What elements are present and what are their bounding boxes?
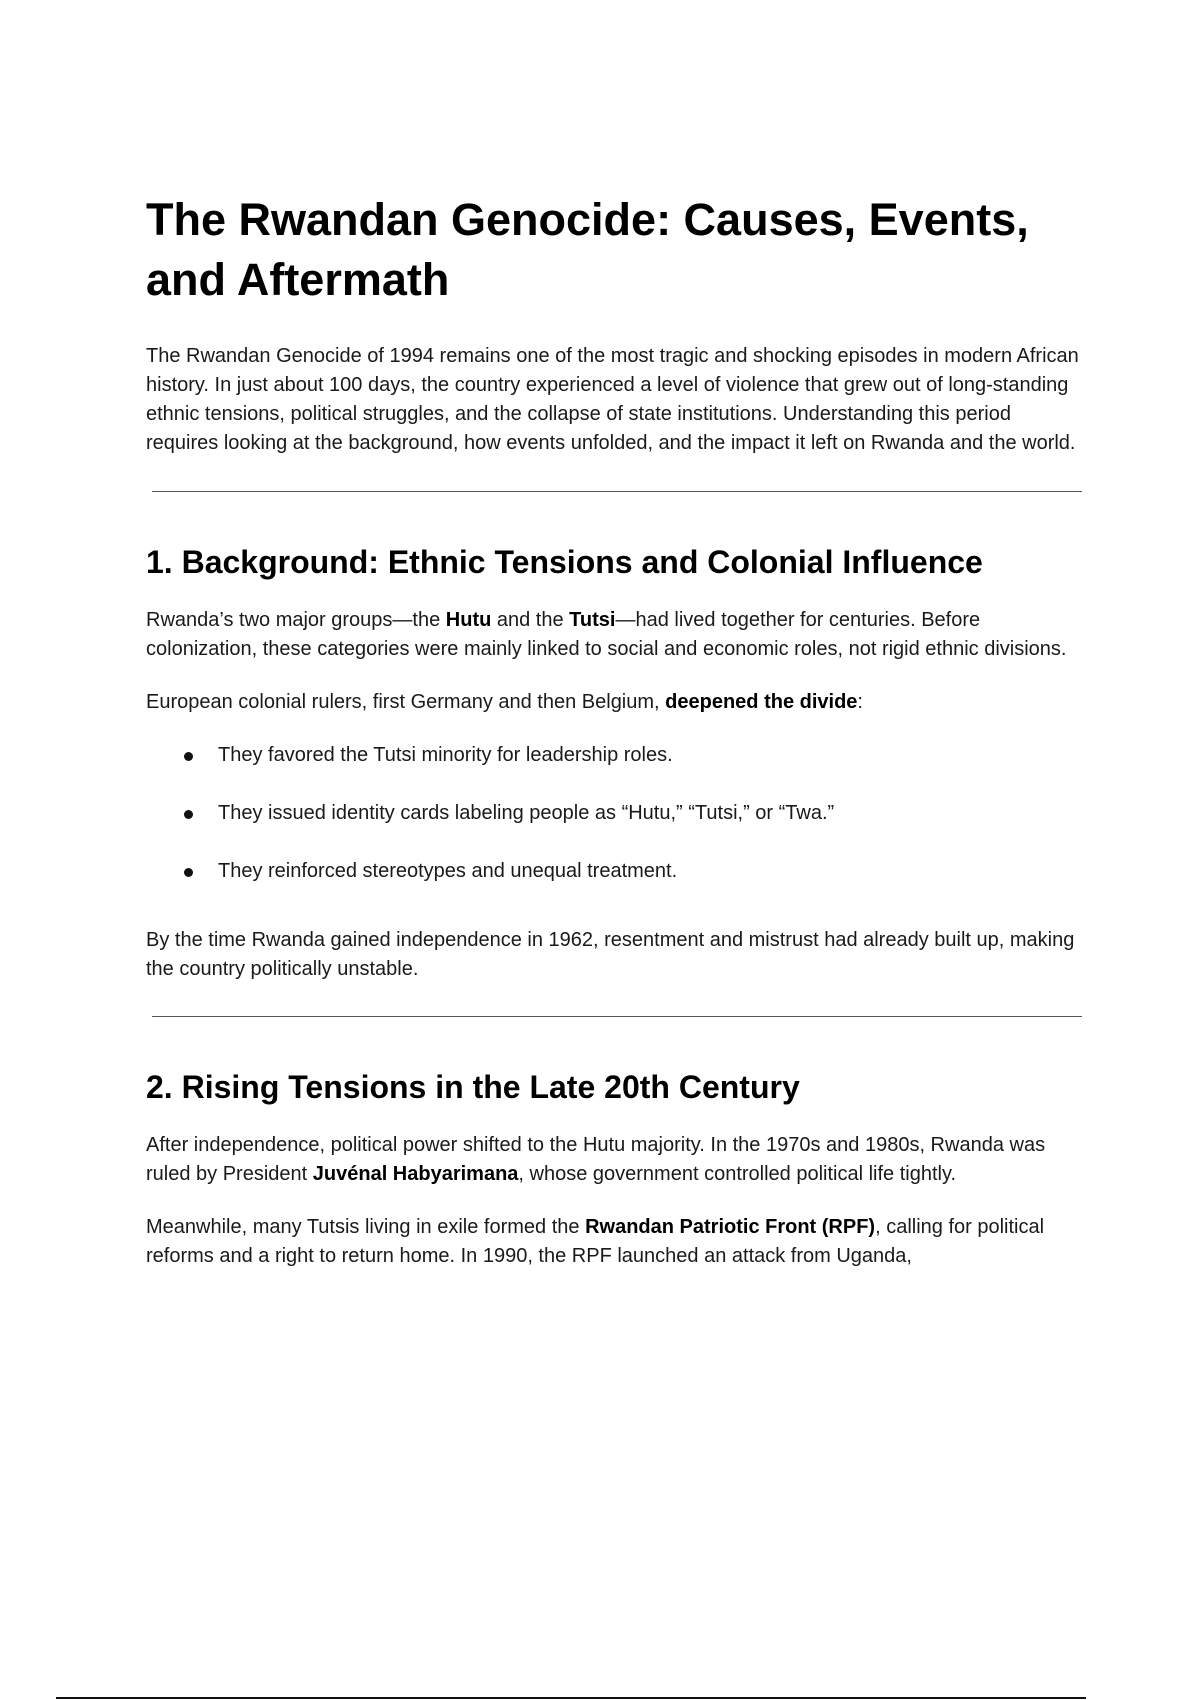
- bullet-icon: [184, 868, 193, 877]
- bullet-icon: [184, 810, 193, 819]
- section-1-paragraph-3: By the time Rwanda gained independence in 1962, resentment and mistrust had already built up, making the country politically unstable.: [146, 929, 1075, 980]
- section-1-paragraph-2: European colonial rulers, first Germany and then Belgium, deepened the divide:: [146, 691, 863, 713]
- colonial-policies-list: [146, 741, 1086, 886]
- term-hutu: Hutu: [445, 609, 492, 631]
- section-1-paragraph-1: Rwanda’s two major groups—the Hutu and the Tutsi—had lived together for centuries. Before colonization, these categories were mainly linked to social and economic roles, not rigid ethnic divisions.: [146, 609, 1067, 660]
- document-title: The Rwandan Genocide: Causes, Events, and Aftermath: [146, 194, 1029, 305]
- term-tutsi: Tutsi: [569, 609, 616, 631]
- term-rpf: Rwandan Patriotic Front (RPF): [585, 1216, 876, 1238]
- list-item: They favored the Tutsi minority for leadership roles.: [146, 741, 1086, 770]
- section-divider: [152, 491, 1082, 492]
- term-habyarimana: Juvénal Habyarimana: [312, 1163, 519, 1185]
- section-1-heading: 1. Background: Ethnic Tensions and Colonial Influence: [146, 544, 983, 580]
- list-item: They reinforced stereotypes and unequal treatment.: [146, 857, 1086, 886]
- document-page: [146, 190, 1086, 1295]
- emphasis-deepened-divide: deepened the divide: [665, 691, 858, 713]
- page-bottom-border: [56, 1697, 1086, 1699]
- section-2-heading: 2. Rising Tensions in the Late 20th Century: [146, 1069, 800, 1105]
- intro-paragraph: The Rwandan Genocide of 1994 remains one of the most tragic and shocking episodes in modern African history. In just about 100 days, the country experienced a level of violence that grew out of long-standing ethnic tensions, political struggles, and the collapse of state institutions. Understanding this period requires looking at the background, how events unfolded, and the impact it left on Rwanda and the world.: [146, 345, 1079, 454]
- section-2-paragraph-1: After independence, political power shifted to the Hutu majority. In the 1970s and 1980s, Rwanda was ruled by President Juvénal Habyarimana, whose government controlled political life tightly.: [146, 1134, 1046, 1185]
- section-divider: [152, 1016, 1082, 1017]
- section-2-paragraph-2: Meanwhile, many Tutsis living in exile formed the Rwandan Patriotic Front (RPF), calling for political reforms and a right to return home. In 1990, the RPF launched an attack from Uganda,: [146, 1216, 1045, 1267]
- list-item: They issued identity cards labeling people as “Hutu,” “Tutsi,” or “Twa.”: [146, 799, 1086, 828]
- bullet-icon: [184, 752, 193, 761]
